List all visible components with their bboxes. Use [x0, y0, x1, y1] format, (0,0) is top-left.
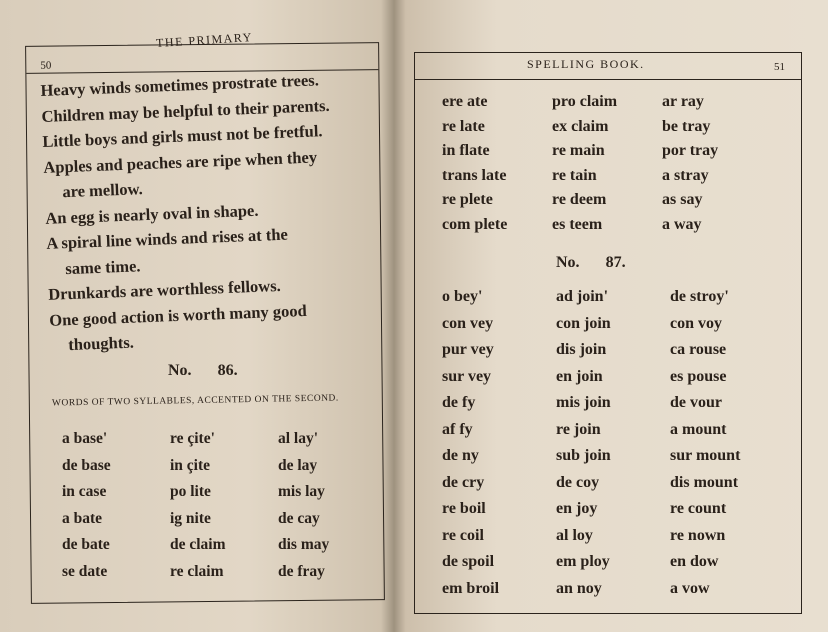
- spelling-word: en joy: [556, 500, 598, 518]
- spelling-word: de bate: [62, 536, 110, 554]
- word-row: [442, 284, 784, 311]
- word-row: [442, 470, 784, 497]
- spelling-word: es teem: [552, 215, 603, 233]
- spelling-word: con vey: [442, 314, 494, 332]
- spelling-word: al loy: [556, 526, 593, 544]
- spelling-word: de stroy': [670, 288, 729, 306]
- spelling-word: de vour: [670, 394, 722, 412]
- spelling-word: ex claim: [552, 117, 609, 135]
- word-row: [442, 523, 784, 550]
- spelling-word: re join: [556, 420, 601, 438]
- sentence-line: Children may be helpful to their parents.: [41, 95, 330, 126]
- word-table-86: [62, 426, 386, 585]
- spelling-word: be tray: [662, 117, 711, 135]
- word-row: [442, 496, 784, 523]
- spelling-word: de cry: [442, 473, 485, 491]
- sentence-line: Little boys and girls must not be fretful.: [42, 121, 323, 151]
- page-number-right: 51: [774, 61, 785, 73]
- spelling-word: po lite: [170, 483, 211, 501]
- word-row: [442, 337, 784, 364]
- spelling-word: de cay: [278, 509, 320, 527]
- spelling-word: in çite: [170, 456, 211, 474]
- spelling-word: por tray: [662, 142, 719, 160]
- spelling-word: en dow: [670, 553, 719, 571]
- spelling-word: re coil: [442, 526, 484, 544]
- spelling-word: re late: [442, 117, 485, 135]
- word-table-87: [442, 284, 784, 602]
- spelling-word: con voy: [670, 314, 722, 332]
- word-row: [442, 364, 784, 391]
- spelling-word: re nown: [670, 526, 726, 544]
- word-row: [442, 213, 772, 238]
- spelling-word: es pouse: [670, 367, 727, 385]
- spelling-word: pro claim: [552, 93, 618, 111]
- word-row: [62, 532, 386, 559]
- spelling-word: de coy: [556, 473, 600, 491]
- spelling-word: ad join': [556, 288, 609, 306]
- running-head-right: SPELLING BOOK.: [527, 57, 645, 71]
- spelling-word: de ny: [442, 447, 479, 465]
- sentence-list: [40, 65, 391, 358]
- word-row: [442, 115, 772, 140]
- lesson-heading-86: [168, 362, 238, 380]
- spelling-word: an noy: [556, 579, 602, 597]
- sentence-line: same time.: [64, 255, 141, 278]
- lesson-label: No.: [168, 362, 192, 379]
- word-row: [62, 453, 386, 480]
- spelling-word: mis join: [556, 394, 611, 412]
- spelling-word: dis mount: [670, 473, 739, 491]
- spelling-word: re tain: [552, 166, 597, 184]
- spelling-word: re boil: [442, 500, 486, 518]
- spelling-word: re çite': [170, 430, 215, 448]
- spelling-word: re count: [670, 500, 727, 518]
- lesson-number: 87.: [605, 254, 626, 271]
- spelling-word: de spoil: [442, 553, 495, 571]
- word-row: [62, 506, 386, 533]
- spelling-word: ar ray: [662, 93, 704, 111]
- spelling-word: dis may: [278, 536, 330, 554]
- spelling-word: re main: [552, 142, 605, 160]
- spelling-word: sur vey: [442, 367, 492, 385]
- page-number-left: 50: [40, 59, 52, 72]
- spelling-word: re plete: [442, 191, 493, 209]
- sentence-line: are mellow.: [62, 179, 144, 202]
- spelling-word: al lay': [278, 430, 319, 448]
- spelling-word: o bey': [442, 288, 483, 306]
- spelling-word: de fy: [442, 394, 476, 412]
- spelling-word: dis join: [556, 341, 607, 359]
- word-row: [62, 479, 386, 506]
- spelling-word: sub join: [556, 447, 611, 465]
- left-page: [0, 0, 392, 632]
- spelling-word: de base: [62, 456, 111, 474]
- spelling-word: sur mount: [670, 447, 741, 465]
- sentence-line: An egg is nearly oval in shape.: [45, 200, 259, 228]
- word-row: [442, 90, 772, 115]
- word-row: [62, 559, 386, 586]
- sentence-line: Heavy winds sometimes prostrate trees.: [40, 70, 320, 100]
- right-page: [396, 0, 828, 632]
- spelling-word: de fray: [278, 562, 325, 580]
- spelling-word: a way: [662, 215, 702, 233]
- spelling-word: con join: [556, 314, 611, 332]
- lesson-number: 86.: [217, 362, 238, 379]
- spelling-word: a bate: [62, 509, 103, 527]
- spelling-word: en join: [556, 367, 603, 385]
- spelling-word: com plete: [442, 215, 508, 233]
- word-row: [442, 164, 772, 189]
- sentence-line: Drunkards are worthless fellows.: [47, 275, 282, 304]
- spelling-word: ig nite: [170, 509, 211, 527]
- spelling-word: trans late: [442, 166, 507, 184]
- spelling-word: ere ate: [442, 93, 488, 111]
- word-row: [442, 549, 784, 576]
- word-row: [442, 576, 784, 603]
- spelling-word: a stray: [662, 166, 709, 184]
- word-row: [442, 417, 784, 444]
- header-rule-right: [415, 79, 801, 80]
- word-table-86-continued: [442, 90, 772, 237]
- word-row: [442, 188, 772, 213]
- spelling-word: pur vey: [442, 341, 494, 359]
- sentence-line: One good action is worth many good: [48, 300, 308, 330]
- lesson-subheading: WORDS OF TWO SYLLABLES, ACCENTED ON THE SECOND.: [51, 393, 339, 409]
- spelling-word: a vow: [670, 579, 710, 597]
- spelling-word: re deem: [552, 191, 607, 209]
- spelling-word: as say: [662, 191, 703, 209]
- spelling-word: mis lay: [278, 483, 325, 501]
- spelling-word: in case: [62, 483, 107, 501]
- word-row: [442, 390, 784, 417]
- spelling-word: em ploy: [556, 553, 610, 571]
- word-row: [442, 139, 772, 164]
- spelling-word: a mount: [670, 420, 727, 438]
- spelling-word: re claim: [170, 562, 224, 580]
- word-row: [442, 443, 784, 470]
- running-head-left: THE PRIMARY: [155, 29, 254, 51]
- spelling-word: ca rouse: [670, 341, 727, 359]
- sentence-line: thoughts.: [67, 332, 135, 355]
- spelling-word: a base': [62, 430, 108, 448]
- spelling-word: de claim: [170, 536, 226, 554]
- spelling-word: em broil: [442, 579, 500, 597]
- spelling-word: af fy: [442, 420, 473, 438]
- spelling-word: in flate: [442, 142, 490, 160]
- word-row: [442, 311, 784, 338]
- spelling-word: de lay: [278, 456, 318, 474]
- spelling-word: se date: [62, 562, 108, 580]
- sentence-line: A spiral line winds and rises at the: [45, 224, 289, 253]
- lesson-label: No.: [556, 254, 580, 271]
- word-row: [62, 426, 386, 453]
- sentence-line: Apples and peaches are ripe when they: [43, 146, 318, 177]
- lesson-heading-87: [556, 254, 626, 272]
